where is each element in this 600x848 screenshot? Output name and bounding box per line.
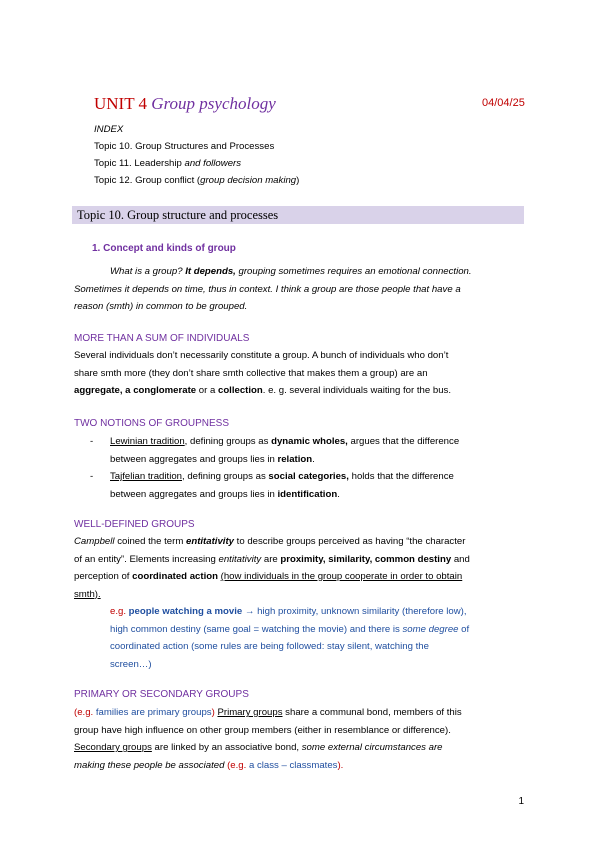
bullet-dash: - <box>90 471 94 482</box>
index-topic-10: Topic 10. Group Structures and Processes <box>94 141 275 152</box>
unit-title <box>94 94 276 114</box>
heading-more-than: MORE THAN A SUM OF INDIVIDUALS <box>74 333 250 344</box>
unit-name: Group psychology <box>151 94 276 113</box>
wd-line-1: Campbell coined the term entitativity to describe groups perceived as having “the character <box>74 536 466 547</box>
section-heading-concept: 1. Concept and kinds of group <box>92 243 236 254</box>
page-number: 1 <box>518 796 524 807</box>
two-notions-list <box>74 433 534 503</box>
well-defined-paragraph <box>74 533 470 603</box>
index-topic-12: Topic 12. Group conflict (group decision making) <box>94 175 300 186</box>
ex-line-4: screen…) <box>110 658 152 670</box>
index-label: INDEX <box>94 124 124 135</box>
ex-line-2: high common destiny (same goal = watching the movie) and there is some degree of <box>110 623 470 635</box>
list-item-tajfelian: - Tajfelian tradition, defining groups as social categories, holds that the difference <box>74 468 534 486</box>
prim-line-3: Secondary groups are linked by an associative bond, some external circumstances are <box>74 742 443 753</box>
more-line-2: share smth more (they don’t share smth collective that makes them a group) are an <box>74 367 428 379</box>
list-item-lewinian: - Lewinian tradition, defining groups as dynamic wholes, argues that the difference <box>74 433 534 451</box>
concept-line-2: Sometimes it depends on time, thus in context. I think a group are those people that have a <box>74 283 461 295</box>
list-item-lewinian-line-2: between aggregates and groups lies in relation. <box>110 453 315 465</box>
heading-two-notions: TWO NOTIONS OF GROUPNESS <box>74 418 230 429</box>
more-than-paragraph <box>74 347 451 400</box>
heading-well-defined: WELL-DEFINED GROUPS <box>74 519 195 530</box>
topic-heading: Topic 10. Group structure and processes <box>77 208 279 222</box>
heading-primary: PRIMARY OR SECONDARY GROUPS <box>74 689 249 700</box>
wd-line-2: of an entity”. Elements increasing entitativity are proximity, similarity, common destiny and <box>74 553 470 565</box>
date: 04/04/25 <box>482 97 525 109</box>
topic-heading-band <box>72 206 524 224</box>
prim-line-1: (e.g. families are primary groups) Primary groups share a communal bond, members of this <box>74 707 462 718</box>
index-topic-11: Topic 11. Leadership and followers <box>94 158 242 169</box>
index-block <box>94 121 299 189</box>
list-item-tajfelian-line-2: between aggregates and groups lies in identification. <box>110 488 340 500</box>
wd-line-4: smth). <box>74 588 101 600</box>
concept-line-1: What is a group? It depends, grouping sometimes requires an emotional connection. <box>110 266 472 277</box>
concept-paragraph <box>74 263 472 316</box>
more-line-1: Several individuals don’t necessarily constitute a group. A bunch of individuals who don’t <box>74 350 449 361</box>
well-defined-example <box>110 603 469 673</box>
wd-line-3: perception of coordinated action (how individuals in the group cooperate in order to obtain <box>74 571 463 582</box>
ex-line-1: e.g. people watching a movie → high proximity, unknown similarity (therefore low), <box>110 606 467 617</box>
bullet-dash: - <box>90 436 94 447</box>
concept-line-3: reason (smth) in common to be grouped. <box>74 301 248 312</box>
more-line-3: aggregate, a conglomerate or a collection. e. g. several individuals waiting for the bus. <box>74 385 452 396</box>
prim-line-4: making these people be associated (e.g. a class – classmates). <box>74 759 344 771</box>
prim-line-2: group have high influence on other group members (either in resemblance or difference). <box>74 724 451 736</box>
ex-line-3: coordinated action (some rules are being followed: stay silent, watching the <box>110 641 429 652</box>
primary-paragraph <box>74 704 462 774</box>
unit-label: UNIT 4 <box>94 94 148 113</box>
